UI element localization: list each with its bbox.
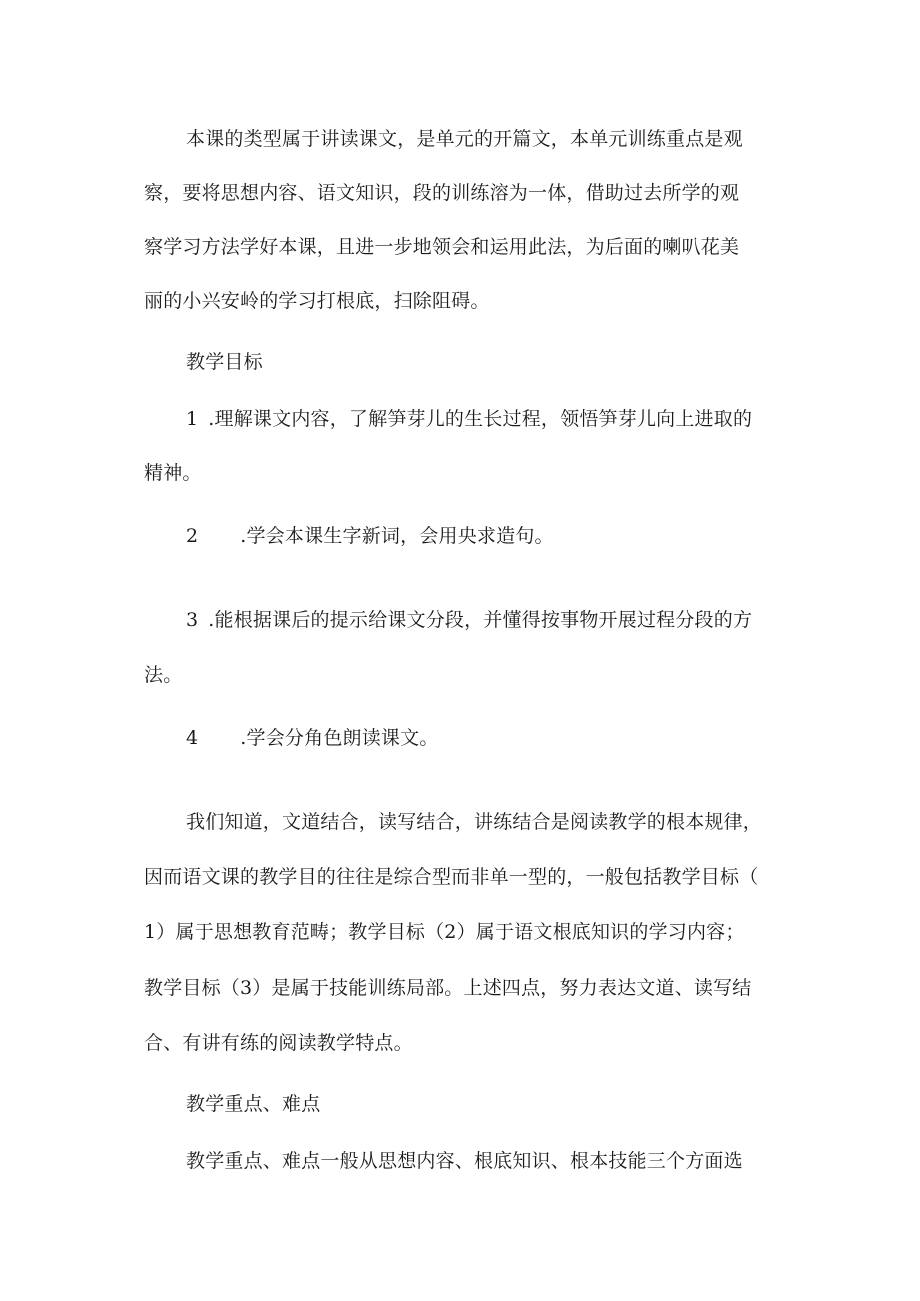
para1-line3: 察学习方法学好本课，且进一步地领会和运用此法，为后面的喇叭花美 <box>144 236 740 258</box>
para3-line1: 教学重点、难点一般从思想内容、根底知识、根本技能三个方面选 <box>186 1150 743 1172</box>
goal1-text: .理解课文内容，了解笋芽儿的生长过程，领悟笋芽儿向上进取的 <box>208 408 753 430</box>
goal1-line1 <box>186 407 826 431</box>
goal2-text: .学会本课生字新词，会用央求造句。 <box>240 525 554 547</box>
para2-line2: 因而语文课的教学目的往往是综合型而非单一型的，一般包括教学目标（ <box>144 866 759 888</box>
goal4-number: 4 <box>186 727 199 749</box>
para1-line1: 本课的类型属于讲读课文，是单元的开篇文，本单元训练重点是观 <box>186 128 743 150</box>
goal3-line1 <box>186 608 826 632</box>
goal1-line2: 精神。 <box>144 462 202 484</box>
para1-line2: 察，要将思想内容、语文知识，段的训练溶为一体，借助过去所学的观 <box>144 182 740 204</box>
heading-keypoints: 教学重点、难点 <box>186 1093 321 1115</box>
heading-goals: 教学目标 <box>186 351 263 373</box>
para2-line5: 合、有讲有练的阅读教学特点。 <box>144 1032 413 1054</box>
goal3-number: 3 <box>186 609 199 631</box>
goal3-text: .能根据课后的提示给课文分段，并懂得按事物开展过程分段的方 <box>208 609 753 631</box>
goal4-text: .学会分角色朗读课文。 <box>240 727 439 749</box>
goal2-number: 2 <box>186 525 199 547</box>
goal1-number: 1 <box>186 408 199 430</box>
goal4 <box>186 726 826 750</box>
para2-line3: 1）属于思想教育范畴；教学目标（2）属于语文根底知识的学习内容； <box>144 921 745 943</box>
goal2 <box>186 524 826 548</box>
para1-line4: 丽的小兴安岭的学习打根底，扫除阻碍。 <box>144 290 490 312</box>
para2-line1: 我们知道，文道结合，读写结合，讲练结合是阅读教学的根本规律， <box>186 811 763 833</box>
para2-line4: 教学目标（3）是属于技能训练局部。上述四点，努力表达文道、读写结 <box>144 977 752 999</box>
goal3-line2: 法。 <box>144 664 183 686</box>
